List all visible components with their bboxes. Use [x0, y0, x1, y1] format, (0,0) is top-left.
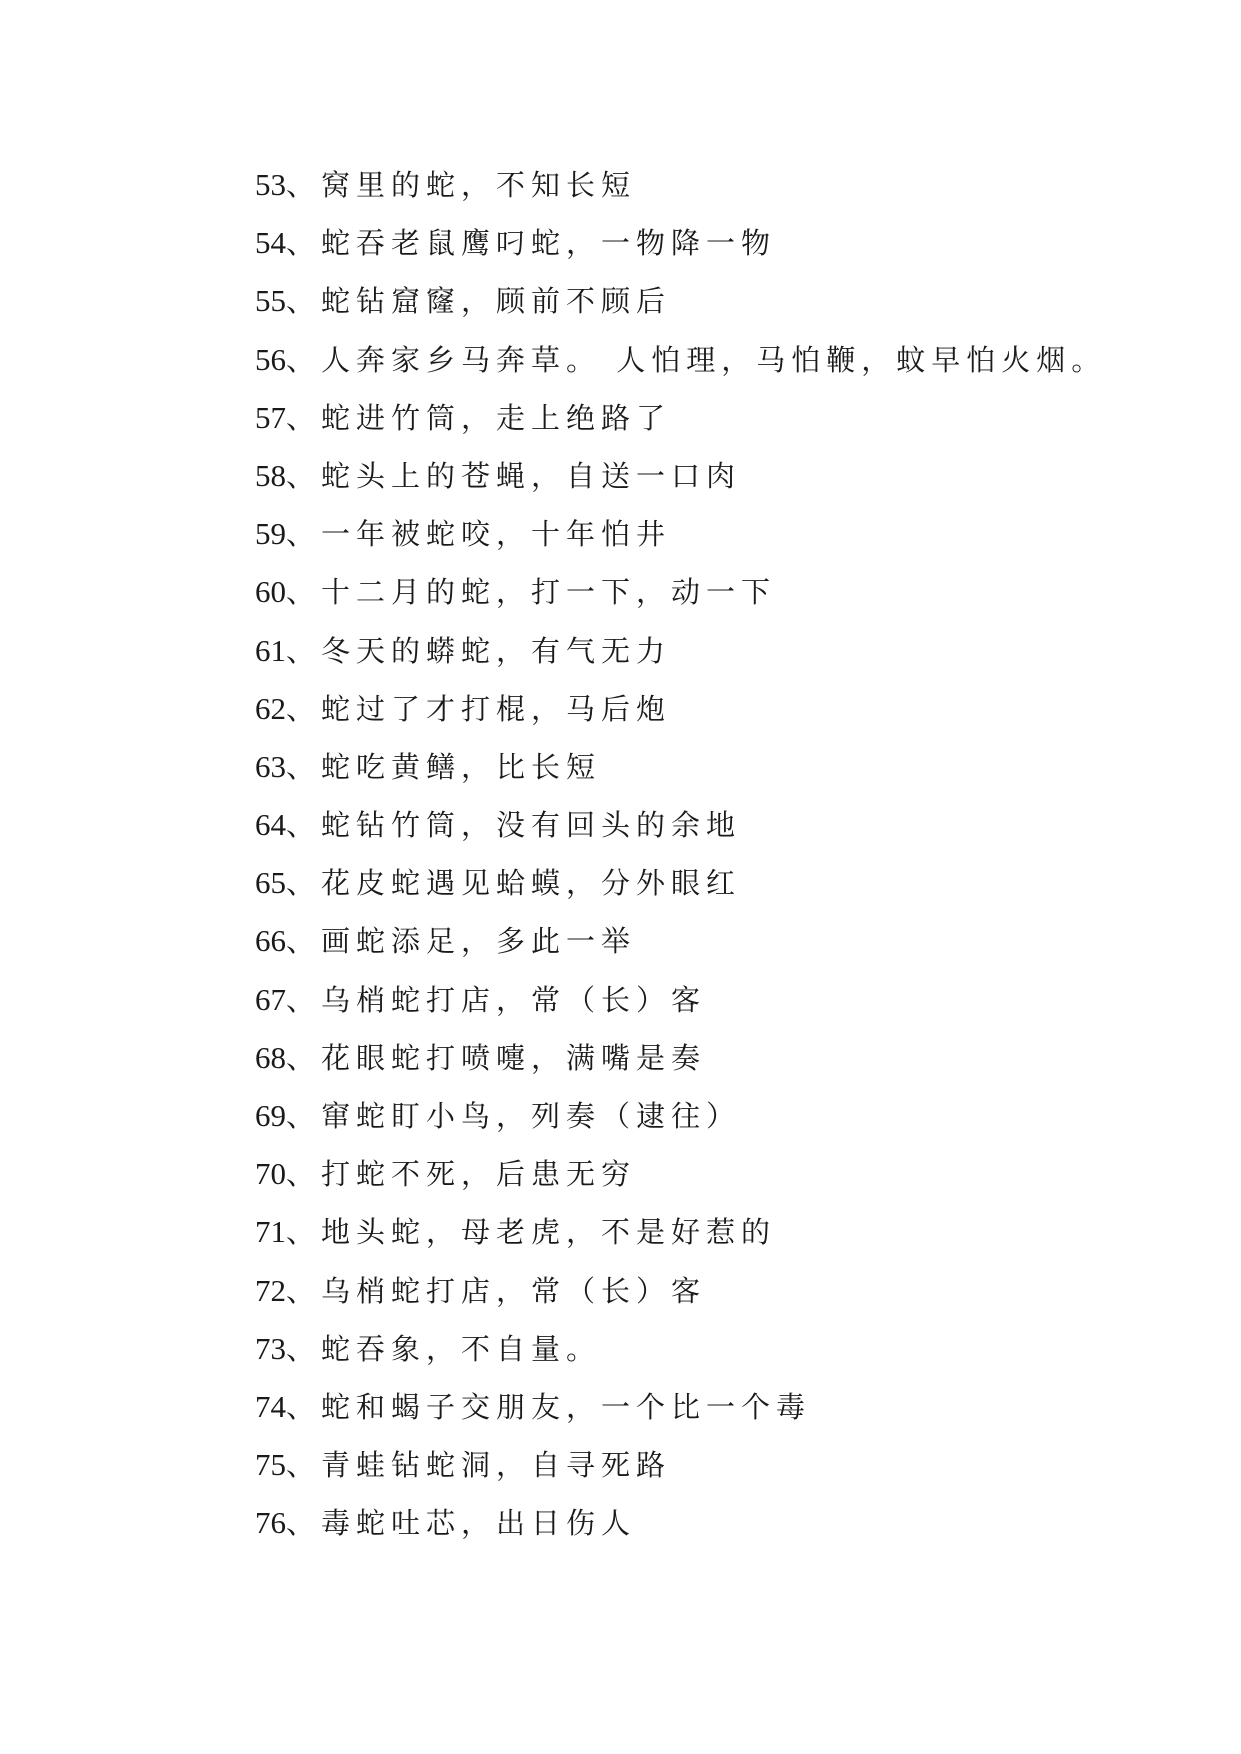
item-text: 、地头蛇，母老虎，不是好惹的 [286, 1215, 777, 1250]
item-number: 58 [255, 457, 286, 493]
item-number: 76 [255, 1505, 286, 1541]
item-number: 75 [255, 1447, 286, 1483]
list-item [255, 1203, 1106, 1261]
item-number: 57 [255, 399, 286, 435]
item-text: 、花眼蛇打喷嚏，满嘴是奏 [286, 1040, 707, 1075]
item-text: 、窝里的蛇，不知长短 [286, 168, 637, 202]
item-text: 、蛇钻窟窿，顾前不顾后 [286, 284, 672, 319]
list-item [255, 1378, 1106, 1436]
item-text: 、蛇吞老鼠鹰叼蛇，一物降一物 [286, 226, 777, 261]
item-number: 55 [255, 283, 286, 319]
item-text: 、蛇吞象，不自量。 [286, 1331, 602, 1366]
item-number: 74 [255, 1388, 286, 1424]
item-text: 、毒蛇吐芯，出日伤人 [286, 1506, 637, 1541]
item-text: 、人奔家乡马奔草。 人怕理，马怕鞭，蚊早怕火烟。 [286, 342, 1107, 377]
list-item [255, 156, 1106, 214]
list-item [255, 1320, 1106, 1378]
list-item [255, 738, 1106, 796]
item-text: 、青蛙钻蛇洞，自寻死路 [286, 1448, 672, 1483]
item-text: 、十二月的蛇，打一下，动一下 [286, 575, 777, 610]
list-item [255, 1029, 1106, 1087]
list-item [255, 1262, 1106, 1320]
list-item [255, 272, 1106, 330]
item-text: 、蛇过了才打棍，马后炮 [286, 691, 672, 726]
list-item [255, 447, 1106, 505]
proverb-list [255, 156, 1106, 1553]
list-item [255, 854, 1106, 912]
item-number: 63 [255, 748, 286, 784]
item-number: 66 [255, 923, 286, 959]
item-text: 、冬天的蟒蛇，有气无力 [286, 633, 672, 668]
item-number: 60 [255, 574, 286, 610]
item-number: 72 [255, 1272, 286, 1308]
item-text: 、蛇头上的苍蝇，自送一口肉 [286, 458, 742, 493]
item-text: 、窜蛇盯小鸟，列奏（逮往） [286, 1099, 742, 1133]
item-number: 65 [255, 865, 286, 901]
item-number: 56 [255, 341, 286, 377]
item-text: 、蛇钻竹筒，没有回头的余地 [286, 808, 742, 843]
item-number: 67 [255, 981, 286, 1017]
item-number: 71 [255, 1214, 286, 1250]
list-item [255, 1494, 1106, 1552]
list-item [255, 505, 1106, 563]
item-text: 、蛇和蝎子交朋友，一个比一个毒 [286, 1389, 812, 1424]
item-number: 62 [255, 690, 286, 726]
item-number: 73 [255, 1330, 286, 1366]
item-number: 69 [255, 1098, 286, 1133]
item-number: 68 [255, 1039, 286, 1075]
list-item [255, 680, 1106, 738]
item-number: 53 [255, 167, 286, 202]
item-text: 、蛇吃黄鳝，比长短 [286, 749, 602, 784]
item-text: 、乌梢蛇打店，常（长）客 [286, 1273, 707, 1308]
item-text: 、乌梢蛇打店，常（长）客 [286, 982, 707, 1017]
list-item [255, 389, 1106, 447]
item-number: 64 [255, 807, 286, 843]
item-text: 、一年被蛇咬，十年怕井 [286, 517, 672, 552]
item-text: 、打蛇不死，后患无穷 [286, 1157, 637, 1192]
item-text: 、花皮蛇遇见蛤蟆，分外眼红 [286, 866, 742, 901]
item-number: 59 [255, 516, 286, 552]
item-text: 、画蛇添足，多此一举 [286, 924, 637, 959]
list-item [255, 1087, 1106, 1145]
list-item [255, 971, 1106, 1029]
item-number: 70 [255, 1156, 286, 1192]
list-item [255, 563, 1106, 621]
list-item [255, 912, 1106, 970]
list-item [255, 1436, 1106, 1494]
list-item [255, 214, 1106, 272]
item-number: 61 [255, 632, 286, 668]
list-item [255, 622, 1106, 680]
item-number: 54 [255, 225, 286, 261]
item-text: 、蛇进竹筒，走上绝路了 [286, 400, 672, 435]
list-item [255, 796, 1106, 854]
list-item [255, 331, 1106, 389]
list-item [255, 1145, 1106, 1203]
